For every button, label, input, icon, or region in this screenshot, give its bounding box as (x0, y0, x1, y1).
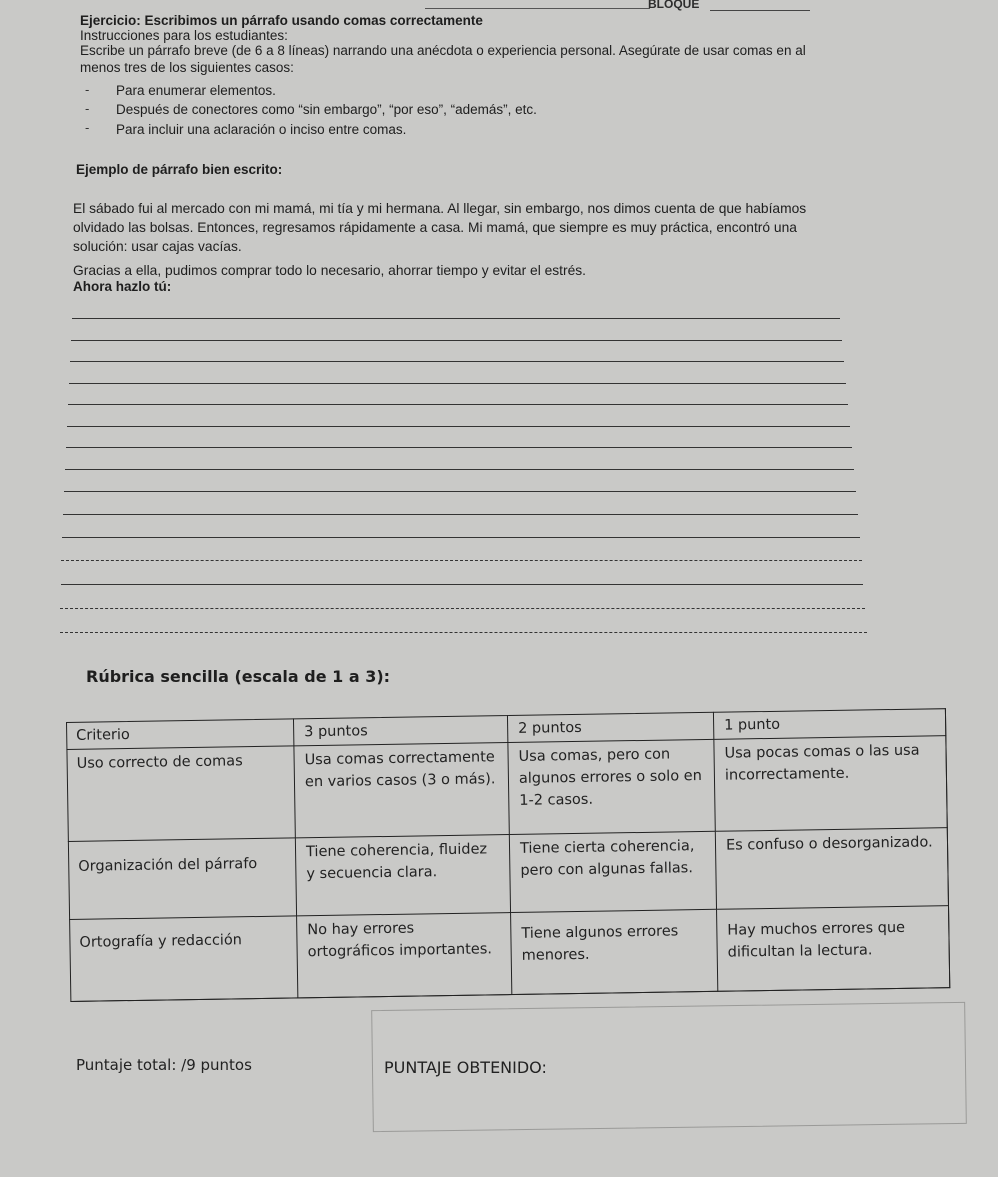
top-rule (425, 8, 650, 9)
header-cell: 3 puntos (294, 715, 508, 746)
rubric-cell-1pt: Usa pocas comas o las usa incorrectamente. (714, 736, 947, 832)
example-heading: Ejemplo de párrafo bien escrito: (76, 162, 283, 177)
writing-prompt: Ahora hazlo tú: (73, 279, 172, 294)
writing-line[interactable] (61, 584, 863, 585)
bloque-label: BLOQUE (648, 0, 700, 11)
example-line: Gracias a ella, pudimos comprar todo lo necesario, ahorrar tiempo y evitar el estrés. (73, 263, 587, 278)
writing-line[interactable] (64, 491, 856, 492)
writing-line[interactable] (67, 426, 850, 427)
header-cell: 1 punto (714, 708, 946, 740)
case-item: Para enumerar elementos. (116, 83, 276, 98)
case-item: Para incluir una aclaración o inciso entre comas. (116, 122, 407, 137)
criterion-cell: Organización del párrafo (68, 838, 297, 920)
rubric-cell-3pts: Tiene coherencia, fluidez y secuencia clara. (296, 835, 511, 916)
exercise-title: Ejercicio: Escribimos un párrafo usando comas correctamente (80, 13, 483, 28)
writing-line[interactable] (62, 537, 860, 538)
writing-line[interactable] (60, 608, 865, 609)
rubric-cell-2pts: Tiene algunos errores menores. (511, 910, 718, 995)
criterion-cell: Uso correcto de comas (66, 746, 295, 842)
writing-line[interactable] (66, 447, 852, 448)
writing-line[interactable] (61, 560, 862, 561)
writing-line[interactable] (63, 514, 858, 515)
writing-line[interactable] (72, 318, 840, 319)
header-cell: Criterio (66, 718, 294, 750)
example-line: El sábado fui al mercado con mi mamá, mi tía y mi hermana. Al llegar, sin embargo, nos dimos cuenta de que habíamos (73, 201, 807, 216)
rubric-cell-1pt: Hay muchos errores que dificultan la lectura. (717, 906, 950, 992)
writing-line[interactable] (68, 404, 848, 405)
instructions-heading: Instrucciones para los estudiantes: (80, 28, 288, 43)
bullet-dash: - (85, 101, 90, 116)
example-line: solución: usar cajas vacías. (73, 239, 242, 254)
writing-line[interactable] (71, 340, 842, 341)
rubric-cell-3pts: Usa comas correctamente en varios casos (3 o más). (294, 743, 509, 838)
rubric-table (66, 708, 951, 1024)
rubric-cell-2pts: Usa comas, pero con algunos errores o solo en 1-2 casos. (508, 740, 715, 835)
rubric-cell-2pts: Tiene cierta coherencia, pero con algunas fallas. (510, 832, 717, 913)
bullet-dash: - (85, 82, 90, 97)
bloque-blank[interactable] (710, 10, 810, 11)
rubric-cell-3pts: No hay errores ortográficos importantes. (297, 913, 512, 998)
writing-line[interactable] (65, 469, 854, 470)
rubric-title: Rúbrica sencilla (escala de 1 a 3): (86, 667, 391, 686)
bullet-dash: - (85, 120, 90, 135)
instructions-line-2: menos tres de los siguientes casos: (80, 60, 294, 75)
instructions-line-1: Escribe un párrafo breve (de 6 a 8 líneas) narrando una anécdota o experiencia personal. Asegúrate de usar comas en al (80, 43, 806, 58)
writing-line[interactable] (60, 632, 867, 633)
score-obtained-label: PUNTAJE OBTENIDO: (384, 1058, 547, 1077)
writing-line[interactable] (69, 383, 846, 384)
criterion-cell: Ortografía y redacción (69, 916, 298, 1002)
rubric-cell-1pt: Es confuso o desorganizado. (716, 828, 949, 910)
header-cell: 2 puntos (508, 712, 714, 743)
writing-line[interactable] (70, 361, 844, 362)
score-total: Puntaje total: /9 puntos (76, 1056, 252, 1074)
case-item: Después de conectores como “sin embargo”, “por eso”, “además”, etc. (116, 102, 537, 117)
example-line: olvidado las bolsas. Entonces, regresamos rápidamente a casa. Mi mamá, que siempre es muy práctica, encontró una (73, 220, 797, 235)
